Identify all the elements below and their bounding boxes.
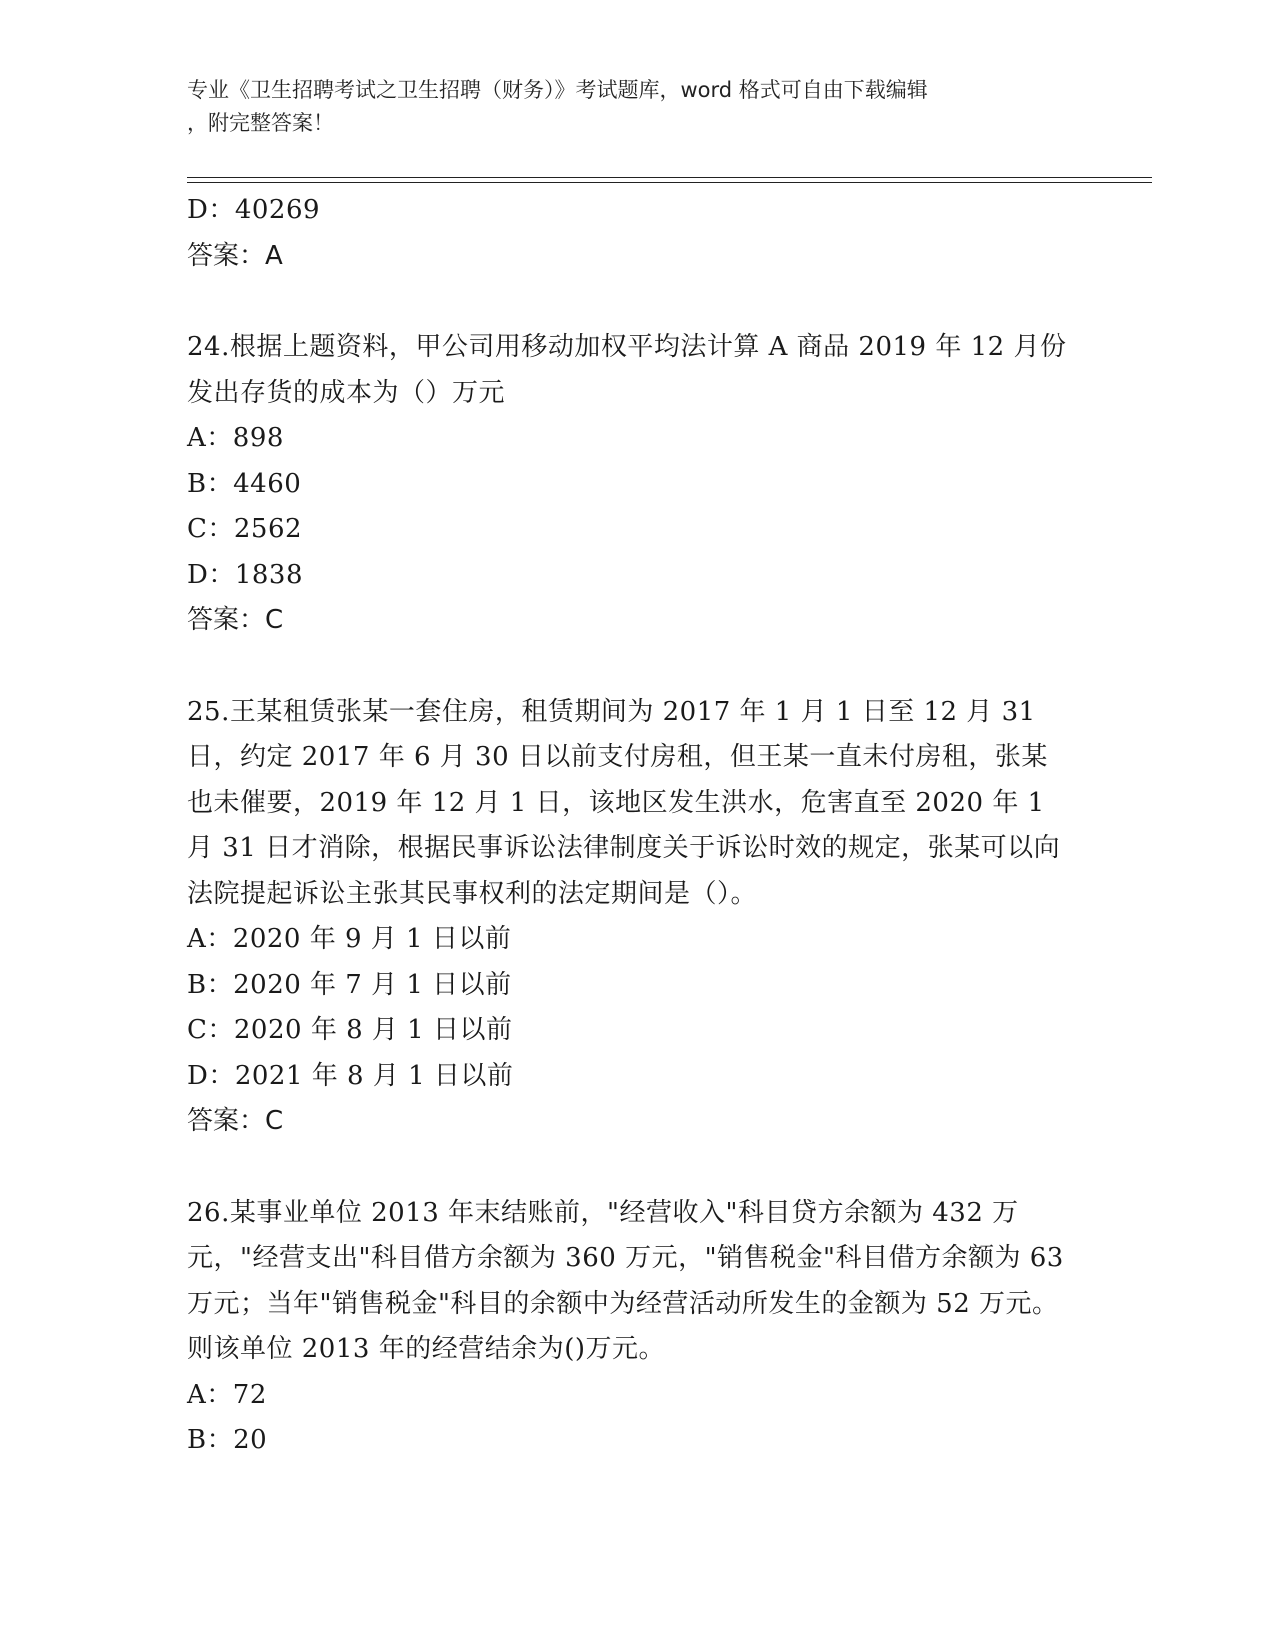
document-body xyxy=(187,188,1067,1464)
page-header xyxy=(187,74,1067,140)
option-d: D：2021 年 8 月 1 日以前 xyxy=(187,1060,514,1091)
question-24 xyxy=(187,325,1067,644)
answer: 答案：C xyxy=(187,1106,284,1136)
question-stem: 24.根据上题资料，甲公司用移动加权平均法计算 A 商品 2019 年 12 月份发出存货的成本为（）万元 xyxy=(187,332,1067,408)
option-a: A：2020 年 9 月 1 日以前 xyxy=(187,924,512,954)
question-25 xyxy=(187,690,1067,1145)
option-b: B：4460 xyxy=(187,468,302,499)
answer: 答案：A xyxy=(187,240,283,271)
option-a: A：898 xyxy=(187,423,284,453)
option-d: D：40269 xyxy=(187,195,321,225)
prev-question-tail xyxy=(187,188,1067,279)
answer: 答案：C xyxy=(187,605,284,635)
header-divider xyxy=(187,177,1152,183)
header-line-1: 专业《卫生招聘考试之卫生招聘（财务）》考试题库，word 格式可自由下载编辑 xyxy=(187,78,928,102)
option-d: D：1838 xyxy=(187,559,304,590)
option-b: B：20 xyxy=(187,1425,268,1455)
option-b: B：2020 年 7 月 1 日以前 xyxy=(187,969,512,1000)
option-c: C：2562 xyxy=(187,514,303,544)
option-c: C：2020 年 8 月 1 日以前 xyxy=(187,1015,513,1045)
option-a: A：72 xyxy=(187,1379,267,1410)
question-26 xyxy=(187,1191,1067,1464)
header-line-2: ，附完整答案！ xyxy=(187,111,334,135)
question-stem: 25.王某租赁张某一套住房，租赁期间为 2017 年 1 月 1 日至 12 月 31 日，约定 2017 年 6 月 30 日以前支付房租，但王某一直未付房租，张某也未催要，2019 年 12 月 1 日，该地区发生洪水，危害直至 2020 年 1 月 31 日才消除，根据民事诉讼法律制度关于诉讼时效的规定，张某可以向法院提起诉讼主张其民事权利的法定期间是（）。 xyxy=(187,696,1061,909)
question-stem: 26.某事业单位 2013 年末结账前，"经营收入"科目贷方余额为 432 万元，"经营支出"科目借方余额为 360 万元，"销售税金"科目借方余额为 63 万元；当年"销售税金"科目的余额中为经营活动所发生的金额为 52 万元。则该单位 2013 年的经营结余为()万元。 xyxy=(187,1197,1064,1364)
